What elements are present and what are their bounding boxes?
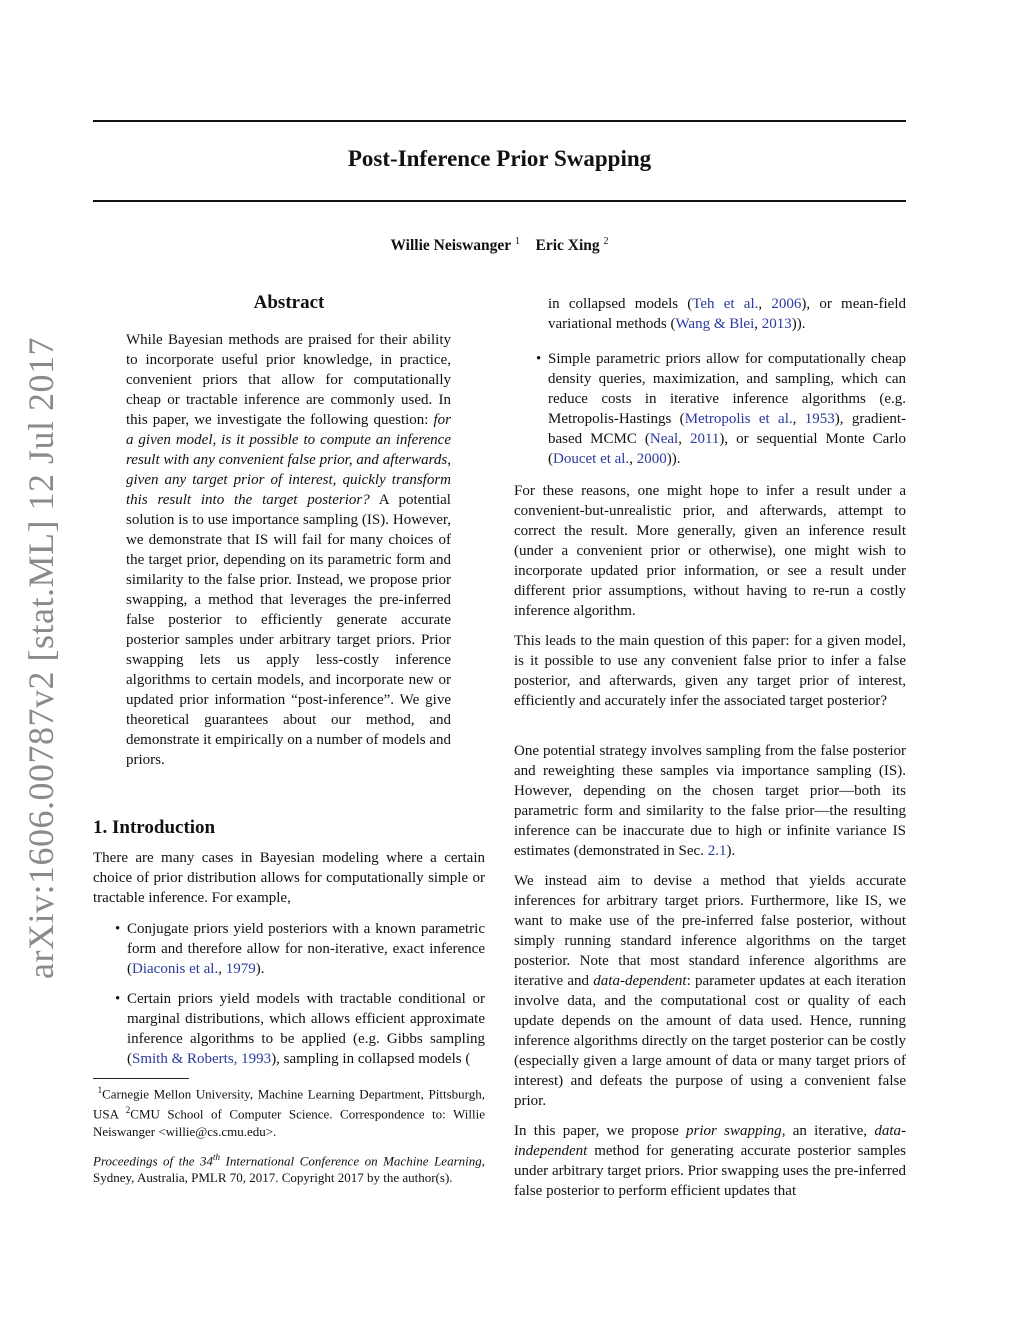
- bullet-text: Certain priors yield models with tractable conditional or marginal distributions, which allows efficient approximate inference algorithms to be applied (e.g. Gibbs sampling (: [127, 991, 485, 1067]
- author-name: Eric Xing: [535, 237, 600, 255]
- proceedings-note: [93, 1149, 485, 1186]
- citation-link[interactable]: Wang & Blei: [675, 316, 755, 332]
- footnote-text: Carnegie Mellon University, Machine Learning Department, Pittsburgh, USA: [93, 1086, 485, 1122]
- list-item: [115, 989, 485, 1069]
- footnote: [93, 1082, 485, 1140]
- citation-link[interactable]: 2000: [636, 451, 667, 467]
- footnote-marker: 2: [125, 1105, 131, 1116]
- paragraph: [514, 871, 906, 1111]
- paragraph: [514, 631, 906, 711]
- bullet-marker: •: [115, 921, 121, 937]
- paragraph-emphasis: prior swapping: [686, 1123, 782, 1139]
- bullet-text: )).: [666, 451, 681, 467]
- citation-link[interactable]: 2006: [771, 296, 802, 312]
- bullet-text: ), gradient-based MCMC (: [548, 411, 906, 447]
- paragraph-text: In this paper, we propose: [514, 1123, 687, 1139]
- proceedings-text: , Sydney, Australia, PMLR 70, 2017. Copyright 2017 by the author(s).: [93, 1153, 485, 1186]
- paragraph-text: This leads to the main question of this paper: for a given model, is it possible to use any convenient false prior to infer a false posterior, and afterwards, given any target prior of interest, efficiently and accurately infer the associated target posterior?: [514, 633, 906, 709]
- author-name: Willie Neiswanger: [390, 237, 512, 255]
- abstract-body: [126, 330, 451, 770]
- citation-separator: ,: [678, 431, 690, 447]
- bullet-text: Simple parametric priors allow for computationally cheap density queries, maximization, and sampling, which can reduce costs in iterative inference algorithms (e.g. Metropolis-Hastings (: [548, 351, 906, 427]
- citation-link[interactable]: Diaconis et al.: [132, 961, 219, 977]
- abstract-text-2: A potential solution is to use importance sampling (IS). However, we demonstrate that IS will fail for many choices of the target prior, depending on its parametric form and similarity to the false prior. Instead, we propose prior swapping, a method that leverages the pre-inferred false posterior to efficiently generate accurate posterior samples under arbitrary target priors. Prior swapping lets us apply less-costly inference algorithms to certain models, and incorporate new or updated prior information “post-inference”. We give theoretical guarantees about our method, and demonstrate it empirically on a number of models and priors.: [126, 492, 451, 768]
- footnote-text: CMU School of Computer Science. Correspondence to: Willie Neiswanger <willie@cs.cmu.edu>.: [93, 1106, 485, 1139]
- paper-title: Post-Inference Prior Swapping: [347, 146, 652, 171]
- citation-link[interactable]: 2013: [761, 316, 792, 332]
- paragraph-emphasis: data-dependent: [593, 973, 687, 989]
- intro-paragraph-text: There are many cases in Bayesian modeling where a certain choice of prior distribution allows for computationally simple or tractable inference. For example,: [93, 850, 485, 906]
- paragraph-text: : parameter updates at each iteration involve data, and the computational cost or quality of each update depends on the amount of data used. Hence, running inference algorithms directly on the target posterior can be costly (especially given a large amount of data or many target priors of interest) and defeats the purpose of using a convenient false prior.: [514, 973, 906, 1109]
- abstract-text-1: While Bayesian methods are praised for their ability to incorporate useful prior knowledge, in practice, convenient priors that allow for computationally cheap or tractable inference are commonly used. In this paper, we investigate the following question:: [126, 332, 451, 428]
- list-item: [536, 349, 906, 469]
- bullet-text: ), or sequential Monte Carlo (: [548, 431, 906, 467]
- citation-link[interactable]: 1979: [225, 961, 256, 977]
- paragraph: [514, 481, 906, 621]
- footnote-marker: 1: [97, 1085, 103, 1095]
- arxiv-stamp-text: arXiv:1606.00787v2 [stat.ML] 12 Jul 2017: [21, 337, 61, 979]
- bullet-text: ).: [255, 961, 265, 977]
- citation-link[interactable]: Metropolis et al.: [684, 411, 793, 427]
- citation-link[interactable]: Doucet et al.: [553, 451, 630, 467]
- list-item-continued: in collapsed models (Teh et al., 2006), or mean-field variational methods (Wang & Blei, 2013)).: [548, 296, 906, 332]
- citation-link[interactable]: Smith & Roberts, 1993: [132, 1051, 272, 1067]
- proceedings-text: International Conference on Machine Learning: [220, 1153, 482, 1169]
- abstract-question: for a given model, is it possible to compute an inference result with any convenient false prior, and afterwards, given any target prior of interest, quickly transform this result into the target posterior?: [126, 412, 451, 508]
- paragraph-text: , an iterative,: [781, 1123, 875, 1139]
- bullet-marker: •: [115, 991, 121, 1007]
- citation-separator: ,: [218, 961, 226, 977]
- citation-link[interactable]: 1953: [804, 411, 835, 427]
- abstract-heading: Abstract: [253, 292, 325, 313]
- proceedings-text: Proceedings of the: [93, 1153, 201, 1169]
- title-bottom-rule: [93, 200, 906, 202]
- paragraph-emphasis: data-independent: [514, 1123, 907, 1159]
- bullet-text: ), sampling in collapsed models (: [271, 1051, 471, 1067]
- bullet-text: )).: [791, 316, 806, 332]
- section-heading-introduction: 1. Introduction: [93, 817, 216, 838]
- paragraph-text: One potential strategy involves sampling from the false posterior and reweighting these samples via importance sampling (IS). However, depending on the chosen target prior—both its parametric form and similarity to the false prior—the resulting inference can be inaccurate due to high or infinite variance IS estimates (demonstrated in Sec.: [514, 743, 906, 859]
- citation-link[interactable]: Neal: [649, 431, 679, 447]
- author-affiliation: 2: [603, 236, 609, 247]
- citation-link[interactable]: Teh et al.: [692, 296, 759, 312]
- paragraph-text: We instead aim to devise a method that yields accurate inferences for arbitrary target priors. Furthermore, like IS, we want to make use of the pre-inferred false posterior, without simply running standard inference algorithms on the target posterior. Note that most standard inference algorithms are iterative and: [514, 873, 906, 989]
- section-ref-link[interactable]: 2.1: [707, 843, 727, 859]
- paragraph: [514, 741, 906, 861]
- paragraph-text: For these reasons, one might hope to infer a result under a convenient-but-unrealistic prior, and afterwards, attempt to correct the result. More generally, given an inference result (under a convenient prior or otherwise), one might wish to incorporate updated prior information, or see a result under different prior assumptions, without having to re-run a costly inference algorithm.: [514, 483, 906, 619]
- bullet-text: Conjugate priors yield posteriors with a known parametric form and therefore allow for non-iterative, exact inference (: [127, 921, 485, 977]
- paragraph: [514, 1121, 906, 1201]
- list-item: [115, 919, 485, 979]
- intro-paragraph: [93, 848, 485, 908]
- bullet-marker: •: [536, 351, 542, 367]
- paragraph-text: method for generating accurate posterior samples under arbitrary target priors. Prior swapping uses the pre-inferred false posterior to perform efficient updates that: [514, 1143, 906, 1199]
- citation-separator: ,: [629, 451, 637, 467]
- top-rule: [93, 120, 906, 122]
- bullet-text: ), or mean-field variational methods (: [548, 296, 906, 332]
- footnote-rule: [93, 1078, 189, 1079]
- citation-separator: ,: [792, 411, 805, 427]
- proceedings-number: 34: [200, 1153, 214, 1169]
- proceedings-suffix: th: [213, 1152, 221, 1162]
- citation-link[interactable]: 2011: [689, 431, 720, 447]
- citation-separator: ,: [754, 316, 762, 332]
- citation-separator: ,: [758, 296, 772, 312]
- paragraph-text: ).: [726, 843, 736, 859]
- author-affiliation: 1: [515, 236, 521, 247]
- author-list: [93, 236, 906, 255]
